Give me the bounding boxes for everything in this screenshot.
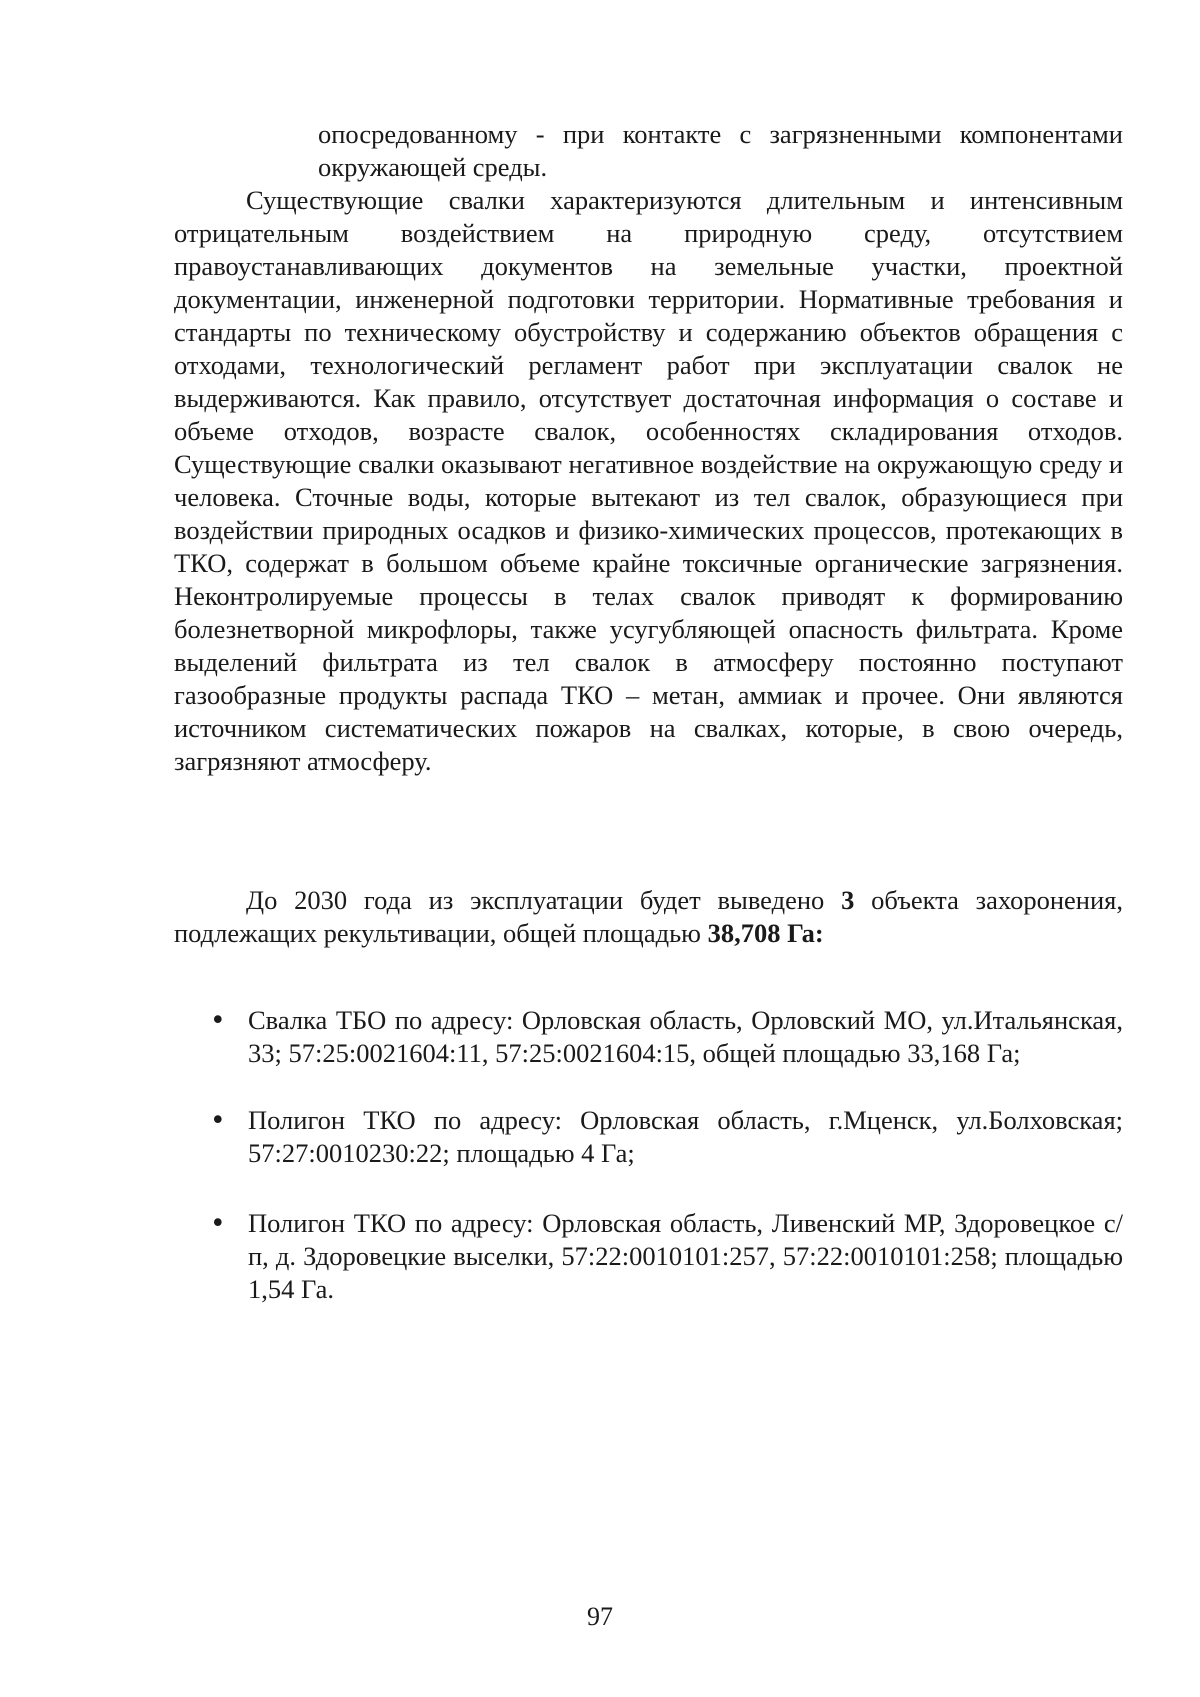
list-item — [174, 1207, 1123, 1306]
facility-list — [174, 1004, 1123, 1340]
bullet-icon: • — [210, 1005, 226, 1036]
summary-text-part-2: объекта захоронения, подлежащих рекультивации, общей площадью — [174, 885, 1123, 948]
bullet-icon: • — [210, 1208, 226, 1239]
list-item-text: Полигон ТКО по адресу: Орловская область, г.Мценск, ул.Болховская; 57:27:0010230:22; площадью 4 Га; — [248, 1105, 1123, 1168]
reclamation-summary-paragraph — [174, 884, 1123, 950]
page-number: 97 — [587, 1602, 613, 1631]
list-item — [174, 1004, 1123, 1070]
continuation-text: опосредованному - при контакте с загрязненными компонентами окружающей среды. — [318, 119, 1123, 182]
list-item-text: Свалка ТБО по адресу: Орловская область, Орловский МО, ул.Итальянская, 33; 57:25:0021604:11, 57:25:0021604:15, общей площадью 33,168 Га; — [248, 1005, 1123, 1068]
facility-count: 3 — [841, 885, 855, 915]
landfill-impact-paragraph: Существующие свалки характеризуются длительным и интенсивным отрицательным воздействием на природную среду, отсутствием правоустанавливающих документов на земельные участки, проектной документации, инженерной подготовки территории. Нормативные требования и стандарты по техническому обустройству и содержанию объектов обращения с отходами, технологический регламент работ при эксплуатации свалок не выдерживаются. Как правило, отсутствует достаточная информация о составе и объеме отходов, возрасте свалок, особенностях складирования отходов. Существующие свалки оказывают негативное воздействие на окружающую среду и человека. Сточные воды, которые вытекают из тел свалок, образующиеся при воздействии природных осадков и физико-химических процессов, протекающих в ТКО, содержат в большом объеме крайне токсичные органические загрязнения. Неконтролируемые процессы в телах свалок приводят к формированию болезнетворной микрофлоры, также усугубляющей опасность фильтрата. Кроме выделений фильтрата из тел свалок в атмосферу постоянно поступают газообразные продукты распада ТКО – метан, аммиак и прочее. Они являются источником систематических пожаров на свалках, которые, в свою очередь, загрязняют атмосферу. — [174, 185, 1123, 776]
list-item-text: Полигон ТКО по адресу: Орловская область, Ливенский МР, Здоровецкое с/п, д. Здоровецкие выселки, 57:22:0010101:257, 57:22:0010101:258; площадью 1,54 Га. — [248, 1208, 1123, 1304]
summary-text-part-1: До 2030 года из эксплуатации будет выведено — [246, 885, 842, 915]
bullet-icon: • — [210, 1105, 226, 1136]
total-area: 38,708 Га: — [707, 918, 824, 948]
list-item — [174, 1104, 1123, 1170]
